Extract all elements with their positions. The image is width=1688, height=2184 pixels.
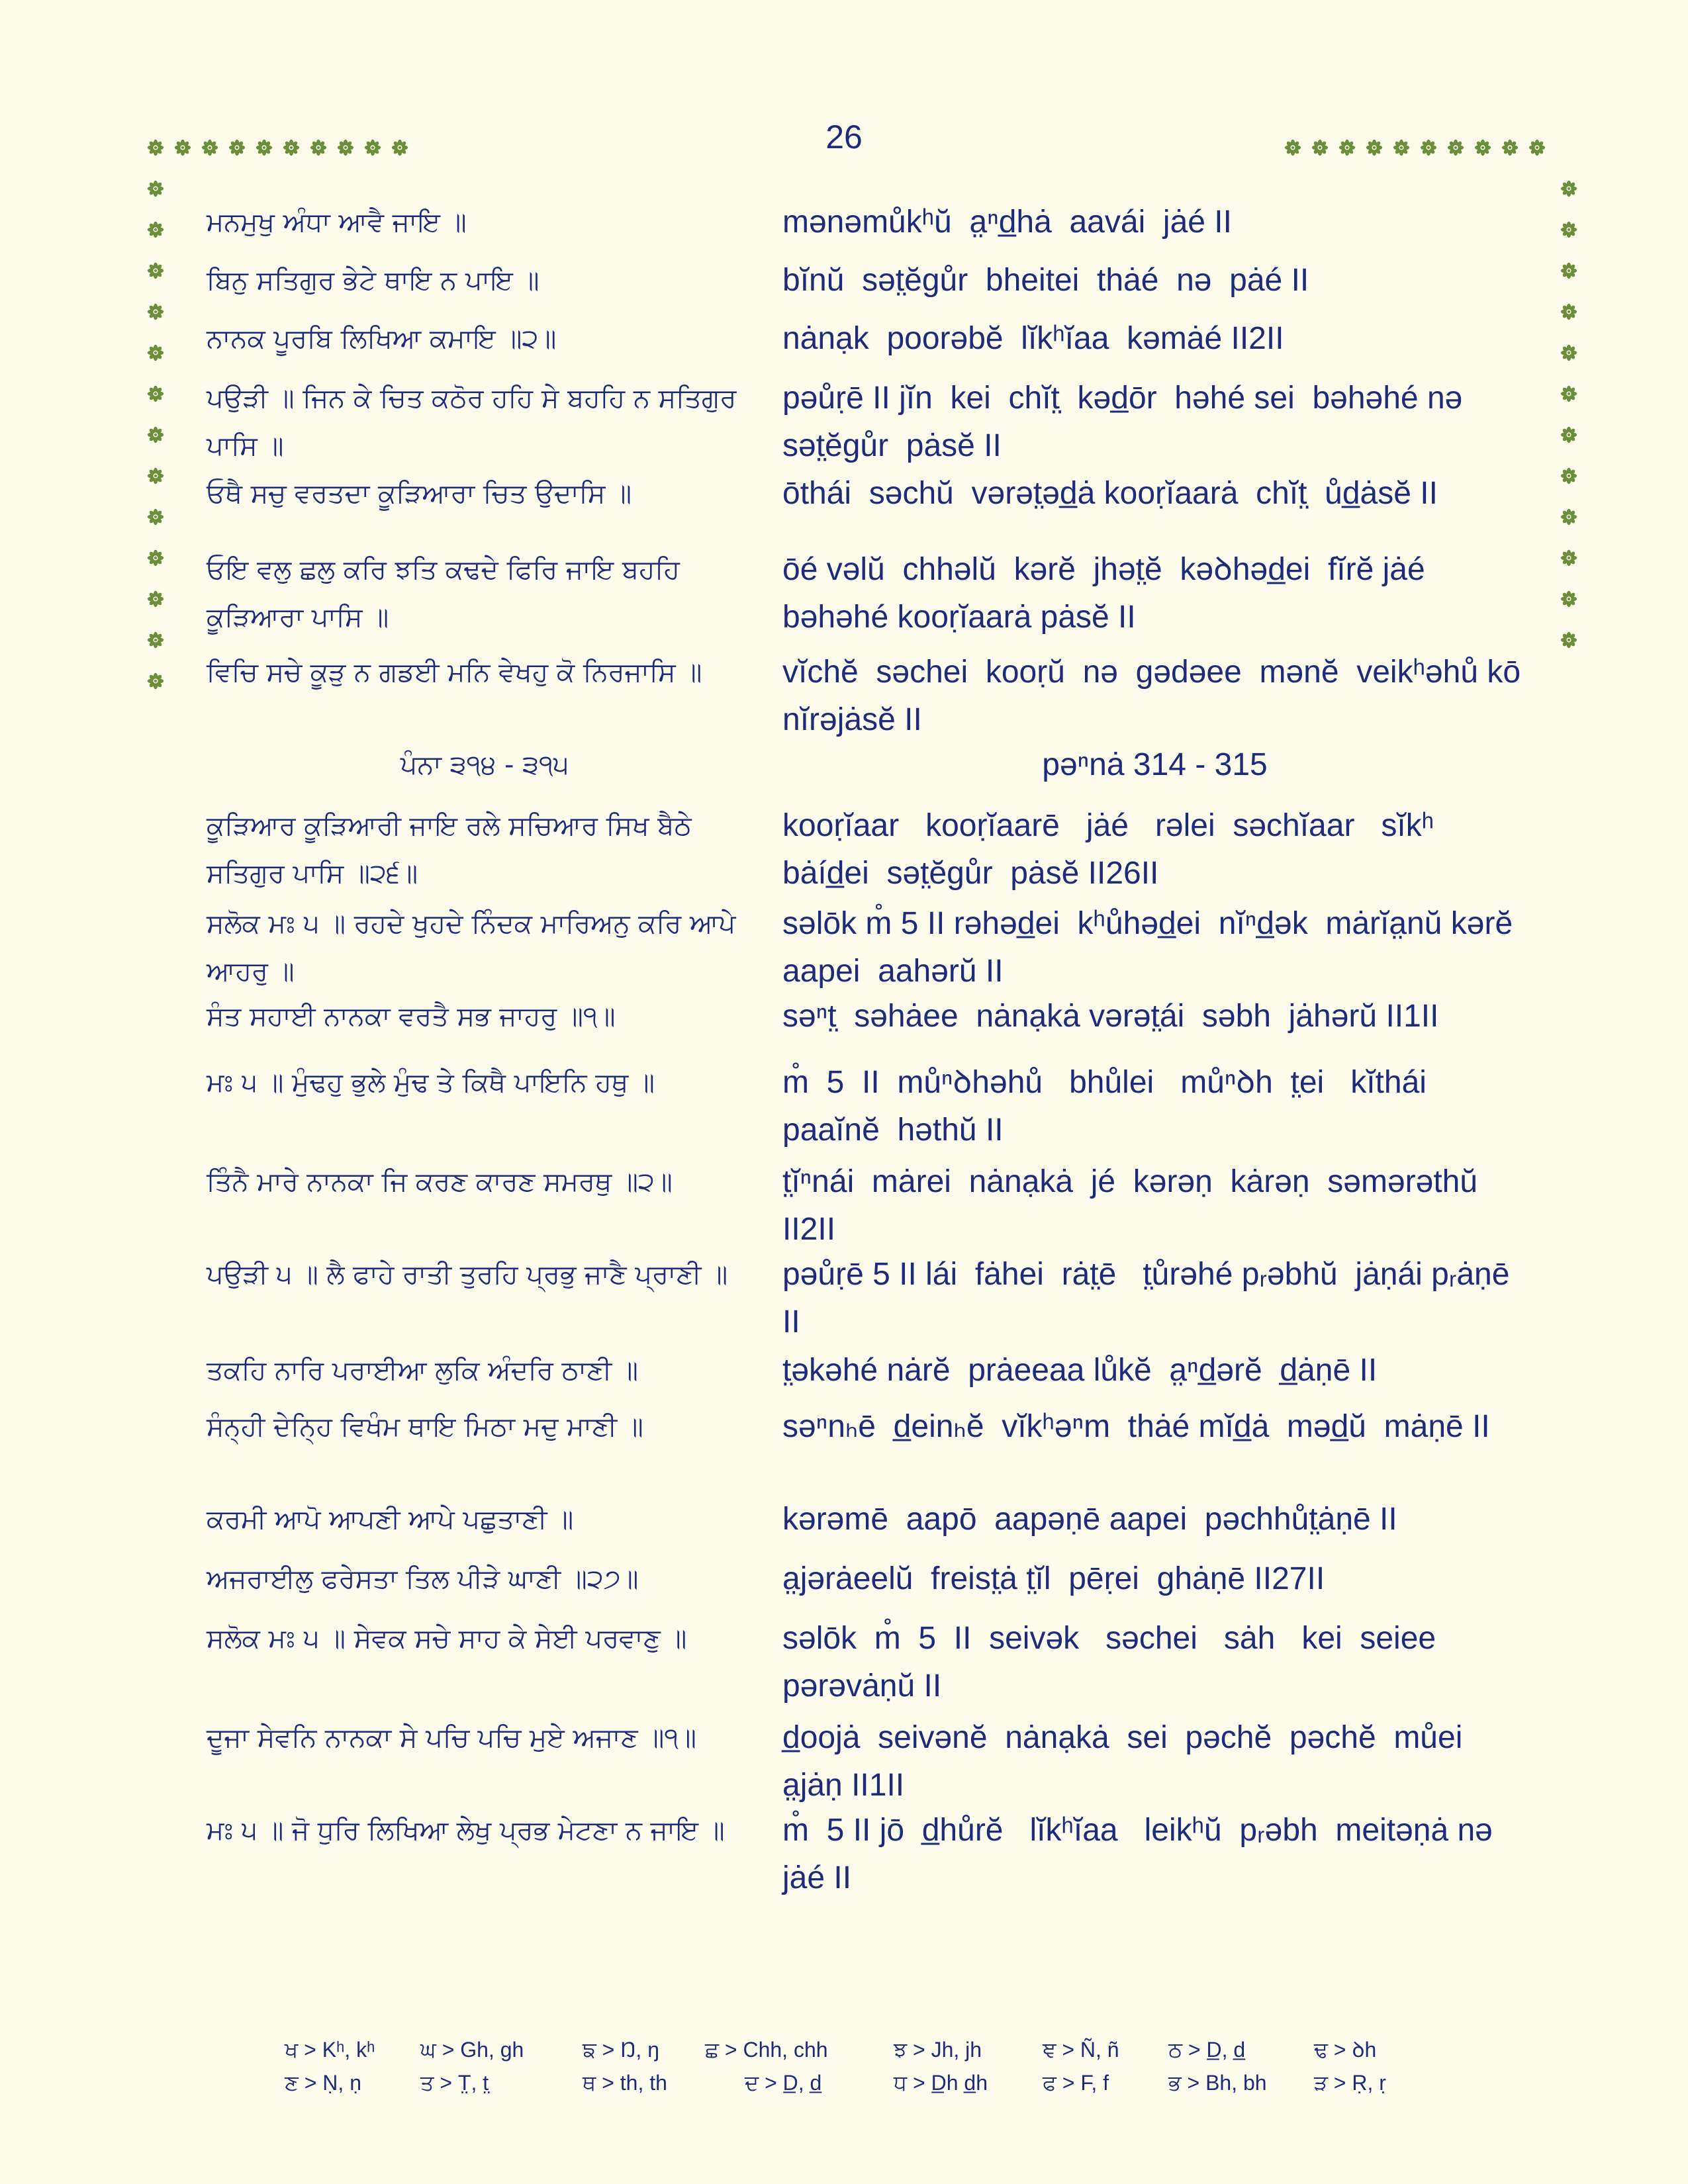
legend-row bbox=[0, 2035, 1688, 2068]
gurmukhi-text: ਪਉੜੀ ॥ ਜਿਨ ਕੇ ਚਿਤ ਕਠੋਰ ਹਹਿ ਸੇ ਬਹਹਿ ਨ ਸਤਿਗੁਰ ਪਾਸਿ ॥ bbox=[207, 383, 737, 461]
transliteration-text: səⁿnₕē d̲einₕĕ vĭkʰəⁿm thȧé mĭd̲ȧ məd̲ŭ mȧṇē II bbox=[782, 1409, 1490, 1444]
page-reference-gurmukhi: ਪੰਨਾ ੩੧੪ - ੩੧੫ bbox=[400, 750, 569, 780]
green-flower-icon bbox=[1501, 139, 1519, 156]
transliteration-text: səⁿt̤ səhȧee nȧnạkȧ vərət̤ái səbh jȧhərŭ II1II bbox=[782, 999, 1439, 1034]
green-flower-icon bbox=[337, 139, 354, 156]
transliteration-text: t̤əkəhé nȧrĕ prȧeeaa lůkĕ a̤ⁿd̲ərĕ d̲ȧṇē II bbox=[782, 1353, 1378, 1388]
green-flower-icon bbox=[310, 139, 327, 156]
gurmukhi-text: ਓਇ ਵਲੁ ਛਲੁ ਕਰਿ ਝਤਿ ਕਢਦੇ ਫਿਰਿ ਜਾਇ ਬਹਹਿ ਕੂੜਿਆਰਾ ਪਾਸਿ ॥ bbox=[207, 555, 680, 633]
green-flower-icon bbox=[1393, 139, 1410, 156]
legend-item: ੜ > Ṛ, ṛ bbox=[1314, 2071, 1386, 2095]
gurmukhi-text: ਸੰਨ੍ਹੀ ਦੇਨ੍ਹਿ ਵਿਖੰਮ ਥਾਇ ਮਿਠਾ ਮਦੁ ਮਾਣੀ ॥ bbox=[207, 1412, 643, 1442]
transliteration-text: m̊ 5 II jō d̲hůrĕ lĭkʰĭaa leikʰŭ pᵣəbh meitəṇȧ nə jȧé II bbox=[782, 1813, 1511, 1895]
legend-item: ਥ > th, th bbox=[583, 2071, 667, 2095]
legend-row bbox=[0, 2068, 1688, 2101]
gurmukhi-text: ਓਥੈ ਸਚੁ ਵਰਤਦਾ ਕੂੜਿਆਰਾ ਚਿਤ ਉਦਾਸਿ ॥ bbox=[207, 478, 632, 509]
green-flower-icon bbox=[1474, 139, 1491, 156]
transliteration-text: səlōk m̊ 5 II rəhəd̲ei kʰůhəd̲ei nĭⁿd̲ək mȧrĭa̤nŭ kərĕ aapei aahərŭ II bbox=[782, 906, 1530, 989]
gurmukhi-text: ਕਰਮੀ ਆਪੋ ਆਪਣੀ ਆਪੇ ਪਛੁਤਾਣੀ ॥ bbox=[207, 1504, 574, 1535]
gurmukhi-text: ਸਲੋਕ ਮਃ ੫ ॥ ਸੇਵਕ ਸਚੇ ਸਾਹ ਕੇ ਸੇਈ ਪਰਵਾਣੁ ॥ bbox=[207, 1623, 687, 1654]
transliteration-text: ōé vəlŭ chhəlŭ kərĕ jhət̤ĕ kəꝺhəd̲ei fĭrĕ jȧé bəhəhé kooṛĭaarȧ pȧsĕ II bbox=[782, 552, 1434, 635]
gurmukhi-text: ਦੂਜਾ ਸੇਵਨਿ ਨਾਨਕਾ ਸੇ ਪਚਿ ਪਚਿ ਮੁਏ ਅਜਾਣ ॥੧॥ bbox=[207, 1723, 696, 1753]
legend-item: ਛ > Chh, chh bbox=[705, 2038, 828, 2062]
legend-item: ਙ > Ŋ, ŋ bbox=[583, 2038, 659, 2062]
green-flower-icon bbox=[201, 139, 218, 156]
legend-item: ਣ > Ṇ, ṇ bbox=[285, 2071, 361, 2095]
page-reference-translit: pəⁿnȧ 314 - 315 bbox=[1042, 747, 1268, 782]
transliteration-text: ōthái səchŭ vərət̤əd̲ȧ kooṛĭaarȧ chĭt̤ ůd̲ȧsĕ II bbox=[782, 476, 1438, 511]
gurmukhi-text: ਤਕਹਿ ਨਾਰਿ ਪਰਾਈਆ ਲੁਕਿ ਅੰਦਰਿ ਠਾਣੀ ॥ bbox=[207, 1355, 638, 1386]
gurmukhi-text: ਸੰਤ ਸਹਾਈ ਨਾਨਕਾ ਵਰਤੈ ਸਭ ਜਾਹਰੁ ॥੧॥ bbox=[207, 1001, 616, 1032]
transliteration-text: səlōk m̊ 5 II seivək səchei sȧh kei seiee pərəvȧṇŭ II bbox=[782, 1621, 1445, 1704]
green-flower-icon bbox=[1284, 139, 1301, 156]
legend-item: ਖ > Kʰ, kʰ bbox=[285, 2038, 375, 2062]
page-number: 26 bbox=[825, 118, 863, 156]
transliteration-text: pəůṛē 5 II lái fȧhei rȧt̤ē t̤ůrəhé pᵣəbhŭ jȧṇái pᵣȧṇē II bbox=[782, 1257, 1519, 1340]
gurmukhi-text: ਤਿੰਨੈ ਮਾਰੇ ਨਾਨਕਾ ਜਿ ਕਰਣ ਕਾਰਣ ਸਮਰਥੁ ॥੨॥ bbox=[207, 1167, 673, 1197]
green-flower-icon bbox=[1560, 180, 1577, 197]
transliteration-text: a̤jərȧeelŭ freist̤ȧ t̤ĭl pēṛei ghȧṇē II27II bbox=[782, 1561, 1325, 1596]
green-flower-icon bbox=[147, 180, 164, 197]
green-flower-icon bbox=[283, 139, 300, 156]
gurmukhi-text: ਅਜਰਾਈਲੁ ਫਰੇਸਤਾ ਤਿਲ ਪੀੜੇ ਘਾਣੀ ॥੨੭॥ bbox=[207, 1564, 639, 1594]
transliteration-text: kərəmē aapō aapəṇē aapei pəchhůt̤ȧṇē II bbox=[782, 1502, 1397, 1537]
legend-item: ਞ > Ñ, ñ bbox=[1043, 2038, 1119, 2062]
transliteration-text: mənəmůkʰŭ a̤ⁿd̲hȧ aavái jȧé II bbox=[782, 205, 1232, 240]
green-flower-icon bbox=[1311, 139, 1329, 156]
transliteration-text: t̤ĭⁿnái mȧrei nȧnạkȧ jé kərəṇ kȧrəṇ səmərəthŭ II2II bbox=[782, 1164, 1487, 1247]
transliteration-text: pəůṛē II jĭn kei chĭt̤ kəd̲ōr həhé sei bəhəhé nə sət̤ĕgůr pȧsĕ II bbox=[782, 381, 1481, 463]
transliteration-text: d̲oojȧ seivənĕ nȧnạkȧ sei pəchĕ pəchĕ můei a̤jȧṇ II1II bbox=[782, 1720, 1472, 1803]
green-flower-icon bbox=[1366, 139, 1383, 156]
legend-item: ਘ > Gh, gh bbox=[420, 2038, 524, 2062]
gurmukhi-text: ਸਲੋਕ ਮਃ ੫ ॥ ਰਹਦੇ ਖੁਹਦੇ ਨਿੰਦਕ ਮਾਰਿਅਨੁ ਕਰਿ ਆਪੇ ਆਹਰੁ ॥ bbox=[207, 909, 736, 987]
legend-item: ਤ > T̤, t̤ bbox=[420, 2071, 489, 2095]
gurmukhi-text: ਮਨਮੁਖੁ ਅੰਧਾ ਆਵੈ ਜਾਇ ॥ bbox=[207, 207, 467, 238]
gurmukhi-text: ਵਿਚਿ ਸਚੇ ਕੂੜੁ ਨ ਗਡਈ ਮਨਿ ਵੇਖਹੁ ਕੋ ਨਿਰਜਾਸਿ ॥ bbox=[207, 657, 702, 688]
gurmukhi-text: ਨਾਨਕ ਪੂਰਬਿ ਲਿਖਿਆ ਕਮਾਇ ॥੨॥ bbox=[207, 324, 557, 354]
legend-item: ਢ > ꝺh bbox=[1314, 2038, 1377, 2062]
gurmukhi-text: ਮਃ ੫ ॥ ਮੁੰਢਹੁ ਭੁਲੇ ਮੁੰਢ ਤੇ ਕਿਥੈ ਪਾਇਨਿ ਹਥੁ ॥ bbox=[207, 1068, 655, 1098]
gurmukhi-text: ਬਿਨੁ ਸਤਿਗੁਰ ਭੇਟੇ ਥਾਇ ਨ ਪਾਇ ॥ bbox=[207, 265, 539, 296]
transliteration-text: vĭchĕ səchei kooṛŭ nə gədəee mənĕ veikʰəhů kō nĭrəjȧsĕ II bbox=[782, 655, 1538, 737]
legend-item: ਠ > D̲, d̲ bbox=[1168, 2038, 1246, 2062]
legend-item: ਝ > Jh, jh bbox=[894, 2038, 982, 2062]
legend-item: ਭ > Bh, bh bbox=[1168, 2071, 1267, 2095]
legend-item: ਧ > D̲h d̲h bbox=[894, 2071, 988, 2095]
green-flower-icon bbox=[1528, 139, 1546, 156]
green-flower-icon bbox=[147, 139, 164, 156]
transliteration-text: kooṛĭaar kooṛĭaarē jȧé rəlei səchĭaar sĭkʰ bȧíd̲ei sət̤ĕgůr pȧsĕ II26II bbox=[782, 808, 1443, 891]
transliteration-text: nȧnạk poorəbĕ lĭkʰĭaa kəmȧé II2II bbox=[782, 321, 1284, 356]
transliteration-text: bĭnŭ sət̤ĕgůr bheitei thȧé nə pȧé II bbox=[782, 263, 1309, 298]
transliteration-text: m̊ 5 II můⁿꝺhəhů bhůlei můⁿꝺh t̤ei kĭthái paaĭnĕ həthŭ II bbox=[782, 1065, 1436, 1148]
gurmukhi-text: ਕੂੜਿਆਰ ਕੂੜਿਆਰੀ ਜਾਇ ਰਲੇ ਸਚਿਆਰ ਸਿਖ ਬੈਠੇ ਸਤਿਗੁਰ ਪਾਸਿ ॥੨੬॥ bbox=[207, 811, 692, 889]
green-flower-icon bbox=[1420, 139, 1437, 156]
green-flower-icon bbox=[256, 139, 273, 156]
green-flower-icon bbox=[1447, 139, 1464, 156]
green-flower-icon bbox=[391, 139, 408, 156]
gurmukhi-text: ਮਃ ੫ ॥ ਜੋ ਧੁਰਿ ਲਿਖਿਆ ਲੇਖੁ ਪ੍ਰਭ ਮੇਟਣਾ ਨ ਜਾਇ ॥ bbox=[207, 1815, 725, 1846]
verse-table bbox=[0, 199, 1688, 1952]
legend-item: ਦ > D̲, d̲ bbox=[745, 2071, 822, 2095]
green-flower-icon bbox=[364, 139, 381, 156]
green-flower-icon bbox=[228, 139, 246, 156]
legend-item: ਫ > F, f bbox=[1043, 2071, 1109, 2095]
green-flower-icon bbox=[1338, 139, 1356, 156]
gurmukhi-text: ਪਉੜੀ ੫ ॥ ਲੈ ਫਾਹੇ ਰਾਤੀ ਤੁਰਹਿ ਪ੍ਰਭੁ ਜਾਣੈ ਪ੍ਰਾਣੀ ॥ bbox=[207, 1259, 728, 1290]
green-flower-icon bbox=[174, 139, 191, 156]
